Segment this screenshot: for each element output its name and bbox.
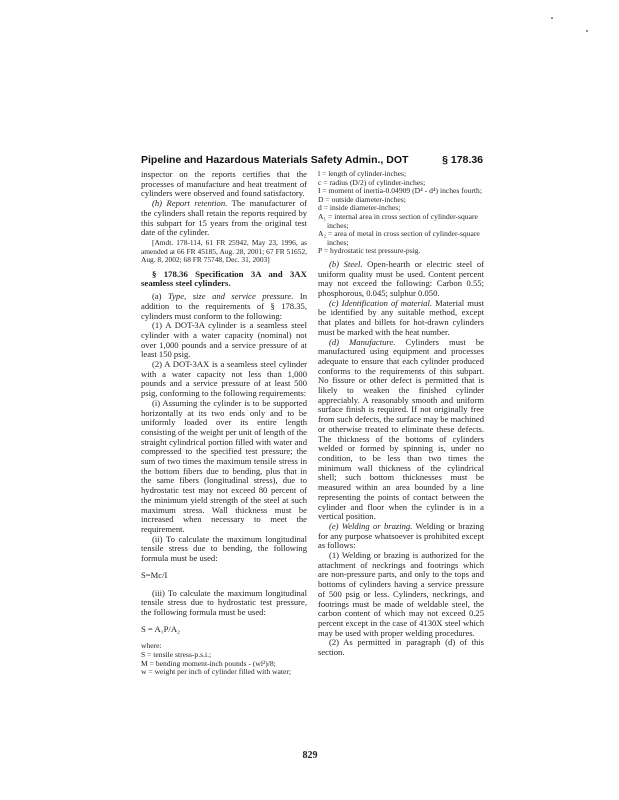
paragraph-c-heading: (c) Identification of material. <box>329 297 433 308</box>
right-column <box>318 170 484 745</box>
running-header <box>141 154 483 170</box>
paragraph-e-text: Welding or brazing for any purpose whatsoever is prohibited except as follows: <box>318 520 484 551</box>
definition-item: d = inside diameter-inches; <box>318 203 401 213</box>
definition-item: S = tensile stress-p.s.i.; <box>141 649 212 659</box>
page-number: 829 <box>302 750 318 761</box>
formula-bending-stress: S=Mc/I <box>141 569 168 580</box>
definition-item: l = length of cylinder-inches; <box>318 170 407 178</box>
definition-item: M = bending moment-inch pounds - (wl²)/8; <box>141 658 276 668</box>
paragraph-c-text: Material must be identified by any suitable method, except that plates and billets for hot-drawn cylinders must be marked with the heat number. <box>318 297 484 337</box>
section-title: § 178.36 Specification 3A and 3AX seamless steel cylinders. <box>141 268 307 289</box>
left-column <box>141 170 307 745</box>
definition-item: P = hydrostatic test pressure-psig. <box>318 246 421 256</box>
amendment-citation: [Amdt. 178-114, 61 FR 25942, May 23, 1996, as amended at 66 FR 45185, Aug. 28, 2001; 67 FR 51652, Aug. 8, 2002; 68 FR 75748, Dec. 31, 2003] <box>141 237 307 265</box>
paragraph-a-lead: (a) <box>152 291 169 302</box>
paragraph-b-heading: (b) Steel. <box>329 258 363 269</box>
paragraph-report-retention <box>141 199 307 238</box>
definition-item: A₁ = internal area in cross section of cylinder-square inches; <box>318 211 478 230</box>
where-label: where: <box>141 641 162 651</box>
paragraph-a-text: In addition to the requirements of § 178.35, cylinders must conform to the following: <box>141 291 307 321</box>
paragraph-a <box>141 292 307 321</box>
report-retention-heading: (h) Report retention. <box>152 198 228 209</box>
definition-item: c = radius (D/2) of cylinder-inches; <box>318 177 426 187</box>
paragraph-a1: (1) A DOT-3A cylinder is a seamless steel cylinder with a water capacity (nominal) not over 1,000 pounds and a service pressure of at least 150 psig. <box>141 320 307 360</box>
paragraph-a-heading: Type, size and service pressure. <box>168 291 294 302</box>
definition-item: I = moment of inertia-0.04909 (D⁴ - d⁴) inches fourth; <box>318 186 482 196</box>
paragraph-e2: (2) As permitted in paragraph (d) of this section. <box>318 637 484 658</box>
paragraph-a2ii: (ii) To calculate the maximum longitudinal tensile stress due to bending, the following formula must be used: <box>141 533 307 564</box>
paragraph-b-text: Open-hearth or electric steel of uniform quality must be used. Content percent may not exceed the following: Carbon 0.55; phosphorous, 0.045; sulphur 0.050. <box>318 258 484 299</box>
paragraph-inspector: inspector on the reports certifies that the processes of manufacture and heat treatment of cylinders were observed and found satisfactory. <box>141 170 307 199</box>
paragraph-e1: (1) Welding or brazing is authorized for the attachment of neckrings and footrings which are non-pressure parts, and only to the tops and bottoms of cylinders having a service pressure of 500 psig or less. Cylinders, neckrings, and footrings must be made of weldable steel, the carbon content of which may not exceed 0.25 percent except in the case of 4130X steel which may be used with proper welding procedures. <box>318 550 484 638</box>
paragraph-a2: (2) A DOT-3AX is a seamless steel cylinder with a water capacity not less than 1,000 pounds and a service pressure of at least 500 psig, conforming to the following requirements: <box>141 359 307 399</box>
paragraph-a2i: (i) Assuming the cylinder is to be supported horizontally at its two ends only and to be uniformly loaded over its entire length consisting of the weight per unit of length of the straight cylindrical portion filled with water and compressed to the specified test pressure; the sum of two times the maximum tensile stress in the bottom fibers due to bending, plus that in the same fibers (longitudinal stress), due to hydrostatic test may not exceed 80 percent of the minimum yield strength of the steel at such maximum stress. Wall thickness must be increased when necessary to meet the requirement. <box>141 397 307 534</box>
paragraph-e-heading: (e) Welding or brazing. <box>329 520 413 531</box>
scan-speck <box>586 30 588 32</box>
paragraph-b <box>318 260 484 299</box>
scan-speck <box>551 17 553 19</box>
paragraph-d <box>318 338 484 522</box>
header-section-ref: § 178.36 <box>442 154 483 166</box>
definition-item: D = outside diameter-inches; <box>318 194 406 204</box>
formula-hydrostatic-stress: S = A₁P/A₂ <box>141 623 181 634</box>
definition-item: A₂ = area of metal in cross section of cylinder-square inches; <box>318 229 480 247</box>
definition-item: w = weight per inch of cylinder filled with water; <box>141 667 291 677</box>
paragraph-d-heading: (d) Manufacture. <box>329 336 396 347</box>
paragraph-a2iii: (iii) To calculate the maximum longitudinal tensile stress due to hydrostatic test pressure, the following formula must be used: <box>141 587 307 617</box>
report-retention-text: The manufacturer of the cylinders shall retain the reports required by this subpart for 15 years from the original test date of the cylinder. <box>141 198 307 238</box>
paragraph-d-text: Cylinders must be manufactured using equipment and processes adequate to ensure that each cylinder produced conforms to the requirements of this subpart. No fissure or other defect is permitted that is likely to weaken the finished cylinder appreciably. A reasonably smooth and uniform surface finish is required. If not originally free from such defects, the surface may be machined or otherwise treated to eliminate these defects. The thickness of the bottoms of cylinders welded or formed by spinning is, under no condition, to be less than two times the minimum wall thickness of the cylindrical shell; such bottom thicknesses must be measured within an area bounded by a line representing the points of contact between the cylinder and floor when the cylinder is in a vertical position. <box>318 336 484 522</box>
paragraph-c <box>318 299 484 338</box>
paragraph-e <box>318 522 484 551</box>
header-agency: Pipeline and Hazardous Materials Safety Admin., DOT <box>141 154 409 166</box>
